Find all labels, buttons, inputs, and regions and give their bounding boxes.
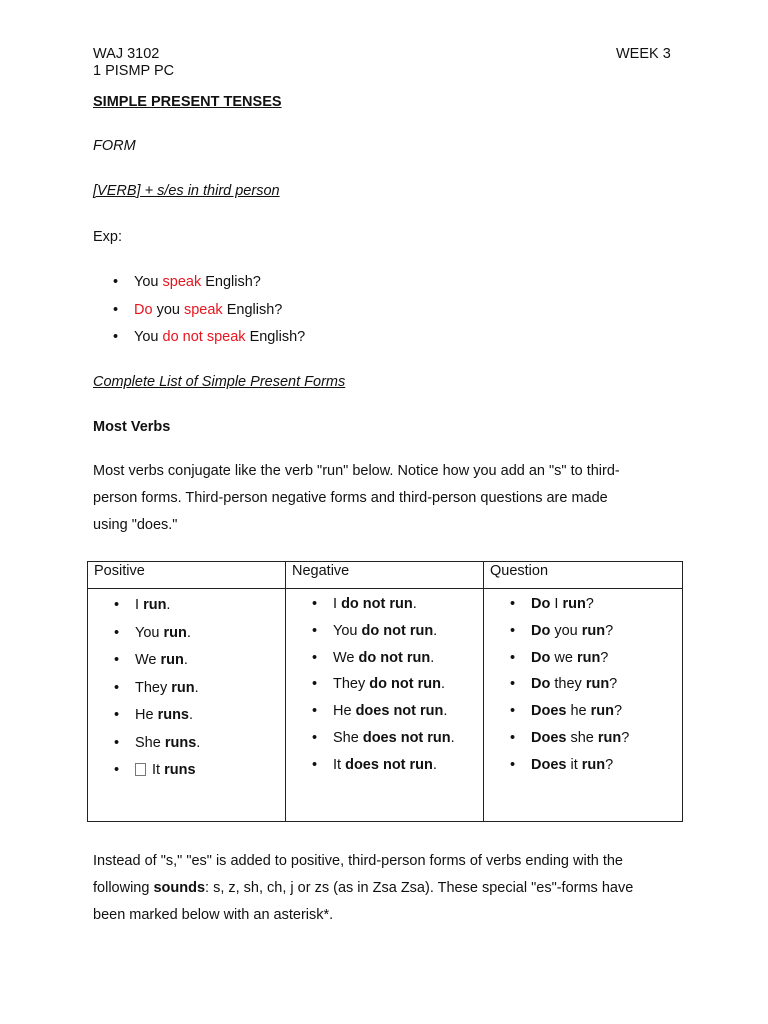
intro-line: using "does." — [93, 517, 178, 533]
bullet-icon: • — [312, 730, 318, 746]
question-cell — [484, 589, 683, 822]
text-run: ? — [605, 622, 614, 639]
bullet-icon: • — [113, 329, 119, 345]
text-run: ? — [621, 730, 630, 746]
text-run: ? — [605, 756, 614, 773]
text-run: : s, z, sh, ch, j or zs (as in Zsa Zsa). These special "es"-forms have — [205, 880, 634, 896]
text-run: ? — [600, 649, 609, 666]
text-run: they — [550, 676, 586, 693]
text-run: . — [430, 649, 435, 666]
form-heading: FORM — [93, 138, 136, 154]
text-run: he — [566, 703, 591, 720]
text-run: She — [333, 730, 363, 746]
verb-form: run — [576, 649, 601, 666]
course-code: WAJ 3102 — [93, 46, 160, 62]
conjugation-text — [531, 650, 608, 666]
bullet-icon: • — [114, 762, 120, 778]
text-run: You — [333, 622, 362, 639]
section-heading: Most Verbs — [93, 419, 171, 435]
bullet-icon: • — [510, 649, 516, 666]
text-run: she — [566, 730, 598, 746]
header-positive: Positive — [88, 562, 286, 589]
verb-form: run — [143, 597, 167, 613]
text-run: following — [93, 880, 154, 896]
text-run: They — [333, 676, 370, 693]
conjugation-text — [333, 596, 417, 612]
text-run: . — [432, 756, 437, 773]
text-run: I — [550, 596, 563, 612]
class-name: 1 PISMP PC — [93, 63, 175, 79]
conjugation-text — [333, 623, 437, 639]
positive-cell — [88, 589, 286, 822]
conjugation-text — [333, 676, 445, 692]
header-negative: Negative — [286, 562, 484, 589]
conjugation-text — [135, 597, 170, 613]
text-run: ? — [614, 703, 623, 720]
verb-form: run — [581, 756, 606, 773]
text-run: . — [443, 703, 448, 720]
text-run: ? — [585, 596, 594, 612]
verb-form: do not run — [369, 676, 441, 693]
bullet-icon: • — [510, 622, 516, 639]
verb-form: run — [171, 679, 195, 696]
verb-form: Do — [531, 622, 551, 639]
text-run: . — [194, 679, 199, 696]
intro-paragraph — [93, 458, 683, 539]
text-run: . — [433, 622, 438, 639]
bullet-icon: • — [114, 624, 120, 641]
conjugation-text — [531, 757, 613, 773]
verb-form: runs — [164, 734, 197, 751]
text-run: you — [152, 301, 184, 318]
example-text — [134, 274, 261, 290]
example-item — [113, 274, 261, 290]
verb-form: Do — [531, 676, 551, 693]
text-run: . — [412, 596, 417, 612]
highlight-word: Do — [134, 301, 153, 318]
verb-form: run — [585, 676, 610, 693]
negative-cell — [286, 589, 484, 822]
verb-form: run — [160, 652, 184, 668]
text-run: we — [550, 649, 577, 666]
week-label: WEEK 3 — [616, 46, 671, 62]
verb-form: run — [581, 622, 606, 639]
text-run: He — [135, 707, 158, 723]
page-title: SIMPLE PRESENT TENSES — [93, 94, 282, 110]
verb-form: run — [597, 730, 622, 746]
verb-form: runs — [157, 707, 189, 723]
example-text — [134, 302, 282, 318]
bullet-icon: • — [312, 703, 318, 720]
verb-form: do not run — [341, 596, 413, 612]
form-rule: [VERB] + s/es in third person — [93, 183, 280, 199]
highlight-word: speak — [162, 274, 202, 290]
bullet-icon: • — [312, 622, 318, 639]
text-run: You — [134, 274, 163, 290]
verb-form: does not run — [345, 756, 433, 773]
conjugation-text — [135, 735, 200, 751]
text-run: . — [166, 597, 171, 613]
conjugation-text — [135, 680, 199, 696]
text-run: I — [135, 597, 144, 613]
bullet-icon: • — [113, 301, 119, 318]
bullet-icon: • — [510, 730, 516, 746]
text-run: She — [135, 734, 165, 751]
closing-line — [93, 848, 683, 875]
bullet-icon: • — [114, 679, 120, 696]
conjugation-text — [333, 703, 447, 719]
intro-line: person forms. Third-person negative forms and third-person questions are made — [93, 490, 608, 506]
conjugation-text — [333, 730, 455, 746]
verb-form: Do — [531, 649, 551, 666]
bullet-icon: • — [510, 596, 516, 612]
text-run: It — [333, 756, 346, 773]
text-run: You — [135, 624, 164, 641]
text-run: you — [550, 622, 582, 639]
text-run: . — [450, 730, 455, 746]
conjugation-text — [531, 676, 617, 692]
text-run: been marked below with an asterisk*. — [93, 907, 334, 923]
text-run: . — [196, 734, 201, 751]
intro-line: Most verbs conjugate like the verb "run" below. Notice how you add an "s" to third- — [93, 463, 620, 479]
closing-line — [93, 875, 683, 902]
highlight-word: do not speak — [162, 329, 246, 345]
text-run: . — [440, 676, 445, 693]
bullet-icon: • — [312, 649, 318, 666]
bullet-icon: • — [312, 596, 318, 612]
bullet-icon: • — [114, 734, 120, 751]
text-run: . — [186, 624, 191, 641]
verb-form: run — [163, 624, 187, 641]
conjugation-table — [87, 561, 683, 822]
text-run: English? — [222, 301, 283, 318]
conjugation-text — [135, 762, 196, 778]
example-item — [113, 329, 305, 345]
conjugation-text — [333, 650, 434, 666]
example-item — [113, 302, 282, 318]
text-run: English? — [201, 274, 261, 290]
missing-glyph-icon — [135, 763, 146, 776]
bullet-icon: • — [312, 756, 318, 773]
verb-form: runs — [164, 762, 196, 778]
text-run: English? — [245, 329, 306, 345]
list-heading: Complete List of Simple Present Forms — [93, 374, 346, 390]
closing-paragraph — [93, 848, 683, 929]
verb-form: run — [562, 596, 586, 612]
verb-form: Does — [531, 703, 567, 720]
emphasis-word: sounds — [153, 880, 206, 896]
bullet-icon: • — [113, 274, 119, 290]
conjugation-text — [333, 757, 437, 773]
header-question: Question — [484, 562, 683, 589]
example-text — [134, 329, 305, 345]
text-run: . — [183, 652, 188, 668]
verb-form: Do — [531, 596, 551, 612]
conjugation-text — [135, 625, 191, 641]
conjugation-text — [135, 652, 188, 668]
text-run: Instead of "s," "es" is added to positive, third-person forms of verbs ending with the — [93, 853, 623, 869]
conjugation-text — [531, 730, 629, 746]
bullet-icon: • — [114, 597, 120, 613]
text-run: I — [333, 596, 342, 612]
closing-line — [93, 902, 683, 929]
verb-form: run — [590, 703, 615, 720]
verb-form: do not run — [361, 622, 434, 639]
bullet-icon: • — [510, 676, 516, 693]
text-run: We — [333, 649, 359, 666]
conjugation-text — [531, 703, 622, 719]
example-label: Exp: — [93, 229, 123, 245]
bullet-icon: • — [114, 707, 120, 723]
bullet-icon: • — [114, 652, 120, 668]
text-run: It — [152, 762, 165, 778]
text-run: . — [189, 707, 194, 723]
text-run: ? — [609, 676, 618, 693]
verb-form: does not run — [355, 703, 444, 720]
text-run: it — [566, 756, 582, 773]
verb-form: does not run — [362, 730, 451, 746]
bullet-icon: • — [312, 676, 318, 693]
text-run: He — [333, 703, 356, 720]
conjugation-text — [531, 623, 613, 639]
highlight-word: speak — [183, 301, 223, 318]
verb-form: Does — [531, 730, 567, 746]
conjugation-text — [531, 596, 594, 612]
text-run: We — [135, 652, 161, 668]
bullet-icon: • — [510, 756, 516, 773]
bullet-icon: • — [510, 703, 516, 720]
text-run: They — [135, 679, 172, 696]
verb-form: do not run — [358, 649, 431, 666]
verb-form: Does — [531, 756, 567, 773]
text-run: You — [134, 329, 163, 345]
conjugation-text — [135, 707, 193, 723]
